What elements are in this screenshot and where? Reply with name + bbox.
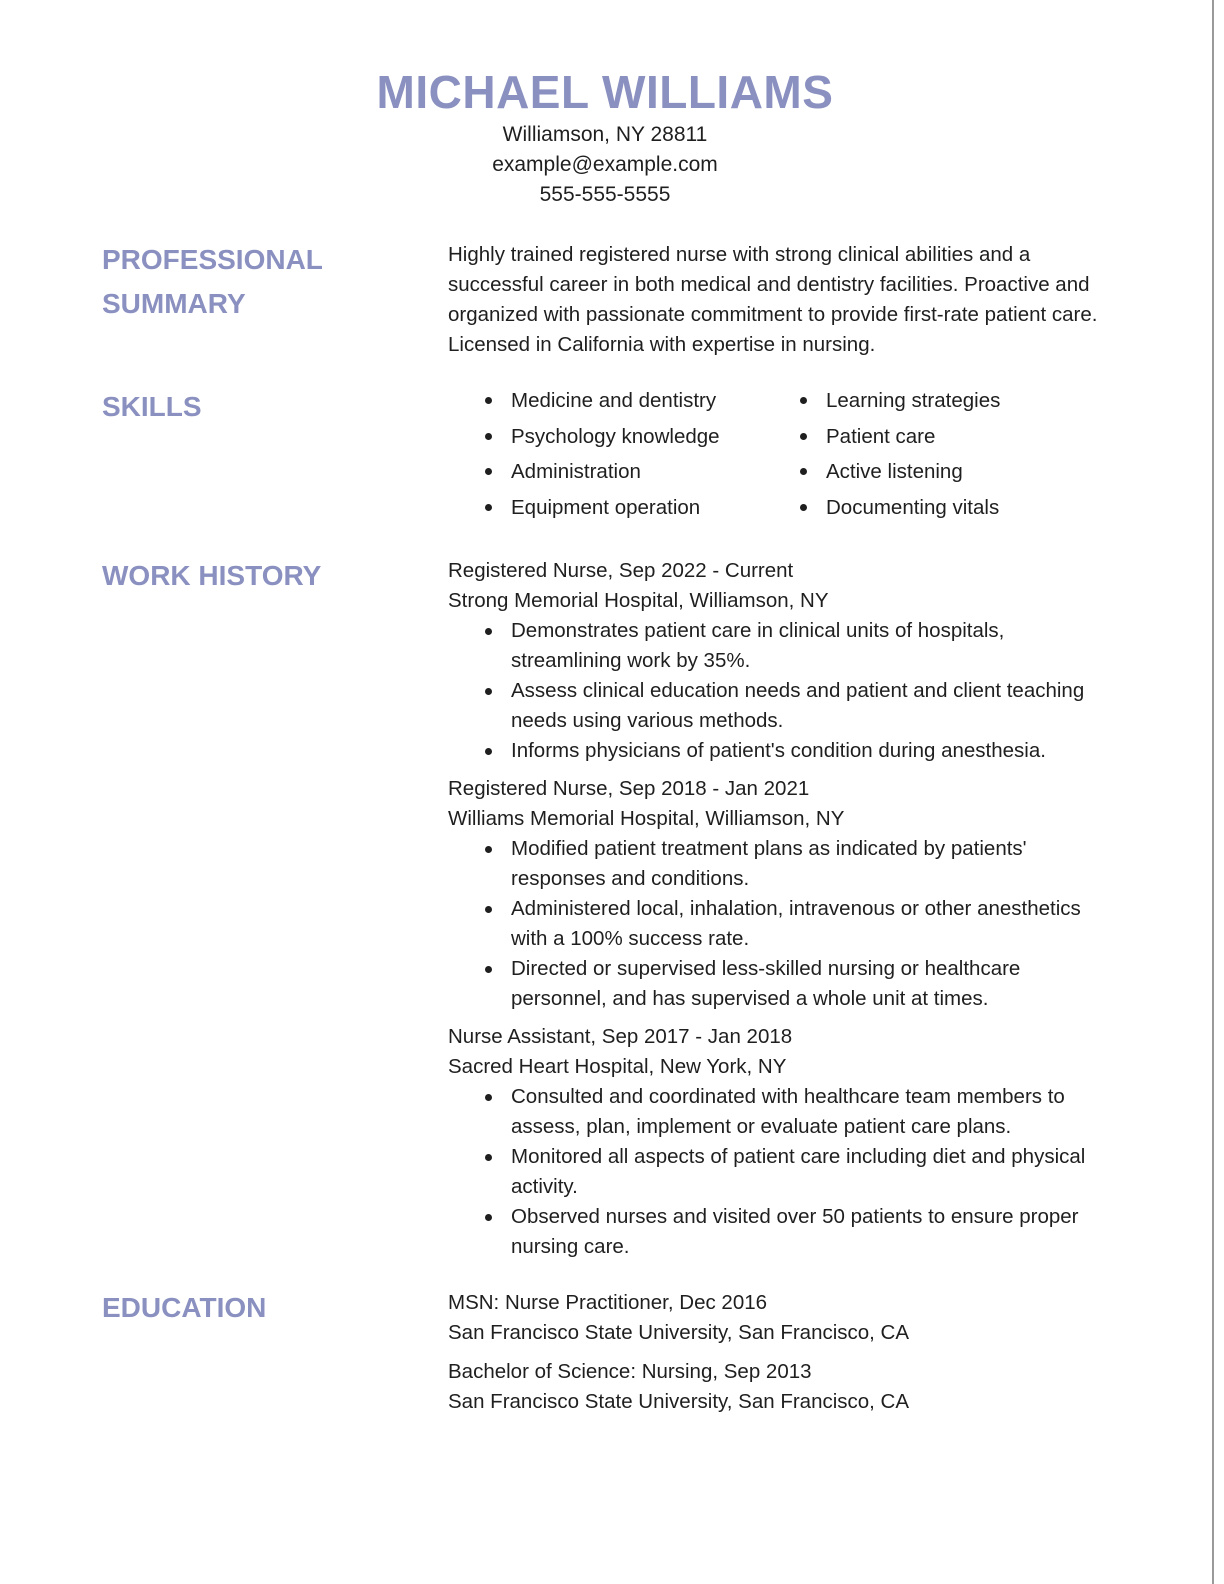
education-entry (448, 1357, 1116, 1417)
summary-heading (102, 238, 402, 326)
job-duty-item (511, 1082, 1116, 1142)
resume-header (0, 64, 1210, 210)
job-entry (448, 774, 1116, 1014)
skill-item (511, 383, 720, 419)
job-duty-text: Directed or supervised less-skilled nursing or healthcare personnel, and has supervised a whole unit at times. (511, 957, 1021, 1010)
job-duty-text: Modified patient treatment plans as indicated by patients' responses and conditions. (511, 837, 1027, 890)
work-history-body (448, 556, 1116, 1270)
job-duty-text: Consulted and coordinated with healthcare team members to assess, plan, implement or evaluate patient care plans. (511, 1085, 1065, 1138)
bullet-dot (485, 688, 492, 695)
job-duties-list (448, 1082, 1116, 1262)
education-degree: MSN: Nurse Practitioner, Dec 2016 (448, 1291, 768, 1314)
job-duty-item (511, 736, 1116, 766)
page-edge-divider (1212, 0, 1214, 1584)
job-duty-item (511, 1142, 1116, 1202)
bullet-dot (800, 433, 807, 440)
job-role: Registered Nurse, Sep 2022 - Current (448, 559, 794, 582)
education-school: San Francisco State University, San Francisco, CA (448, 1390, 910, 1413)
job-duty-text: Observed nurses and visited over 50 patients to ensure proper nursing care. (511, 1205, 1079, 1258)
education-school: San Francisco State University, San Francisco, CA (448, 1321, 910, 1344)
summary-heading-line2: SUMMARY (102, 288, 246, 319)
bullet-dot (485, 1154, 492, 1161)
job-duty-text: Monitored all aspects of patient care including diet and physical activity. (511, 1145, 1086, 1198)
education-section (0, 1286, 1210, 1426)
skill-label: Documenting vitals (826, 495, 1000, 519)
bullet-dot (485, 504, 492, 511)
skills-section (0, 385, 1210, 535)
bullet-dot (485, 906, 492, 913)
job-duty-text: Demonstrates patient care in clinical units of hospitals, streamlining work by 35%. (511, 619, 1005, 672)
bullet-dot (485, 628, 492, 635)
job-employer: Sacred Heart Hospital, New York, NY (448, 1055, 787, 1078)
bullet-dot (800, 504, 807, 511)
job-role: Registered Nurse, Sep 2018 - Jan 2021 (448, 777, 810, 800)
summary-text: Highly trained registered nurse with strong clinical abilities and a successful career in both medical and dentistry facilities. Proactive and organized with passionate commitment to provide first-rate patient care. Licensed in California with expertise in nursing. (448, 243, 1098, 356)
contact-phone: 555-555-5555 (539, 183, 671, 206)
education-entry (448, 1288, 1116, 1348)
summary-section (0, 238, 1210, 368)
summary-heading-line1: PROFESSIONAL (102, 244, 323, 275)
bullet-dot (485, 397, 492, 404)
job-entry (448, 556, 1116, 766)
job-duty-item (511, 954, 1116, 1014)
job-duty-item (511, 1202, 1116, 1262)
skill-item (511, 419, 720, 455)
job-entry (448, 1022, 1116, 1262)
education-body (448, 1288, 1116, 1426)
skill-label: Active listening (826, 460, 963, 483)
candidate-name: MICHAEL WILLIAMS (376, 66, 834, 118)
job-duty-text: Informs physicians of patient's condition during anesthesia. (511, 739, 1046, 762)
job-duties-list (448, 616, 1116, 766)
skills-heading: SKILLS (102, 391, 202, 422)
contact-address: Williamson, NY 28811 (502, 123, 708, 146)
bullet-dot (800, 397, 807, 404)
education-heading: EDUCATION (102, 1292, 267, 1323)
skills-column-right (826, 383, 1000, 525)
skill-item (826, 419, 1000, 455)
bullet-dot (485, 468, 492, 475)
contact-email: example@example.com (492, 153, 718, 176)
skill-label: Psychology knowledge (511, 424, 720, 448)
bullet-dot (800, 468, 807, 475)
skills-body (448, 383, 1116, 533)
job-duty-item (511, 834, 1116, 894)
skill-label: Medicine and dentistry (511, 389, 717, 412)
work-history-section (0, 554, 1210, 1274)
summary-body (448, 240, 1116, 360)
skill-item (826, 490, 1000, 526)
bullet-dot (485, 1214, 492, 1221)
skill-label: Patient care (826, 424, 936, 448)
education-degree: Bachelor of Science: Nursing, Sep 2013 (448, 1360, 812, 1383)
skill-item (511, 454, 720, 490)
job-duty-text: Administered local, inhalation, intravenous or other anesthetics with a 100% success rate. (511, 897, 1081, 950)
job-employer: Williams Memorial Hospital, Williamson, NY (448, 807, 845, 830)
skill-item (826, 383, 1000, 419)
job-role: Nurse Assistant, Sep 2017 - Jan 2018 (448, 1025, 793, 1048)
job-employer: Strong Memorial Hospital, Williamson, NY (448, 589, 829, 612)
bullet-dot (485, 1094, 492, 1101)
work-history-heading: WORK HISTORY (102, 560, 322, 591)
job-duty-item (511, 894, 1116, 954)
skill-label: Learning strategies (826, 389, 1001, 412)
skills-column-left (511, 383, 720, 525)
bullet-dot (485, 748, 492, 755)
skill-label: Equipment operation (511, 495, 701, 519)
skill-label: Administration (511, 460, 641, 483)
bullet-dot (485, 846, 492, 853)
skills-grid (448, 383, 1116, 533)
job-duties-list (448, 834, 1116, 1014)
bullet-dot (485, 433, 492, 440)
bullet-dot (485, 966, 492, 973)
job-duty-text: Assess clinical education needs and patient and client teaching needs using various methods. (511, 679, 1085, 732)
job-duty-item (511, 676, 1116, 736)
skill-item (511, 490, 720, 526)
skill-item (826, 454, 1000, 490)
job-duty-item (511, 616, 1116, 676)
